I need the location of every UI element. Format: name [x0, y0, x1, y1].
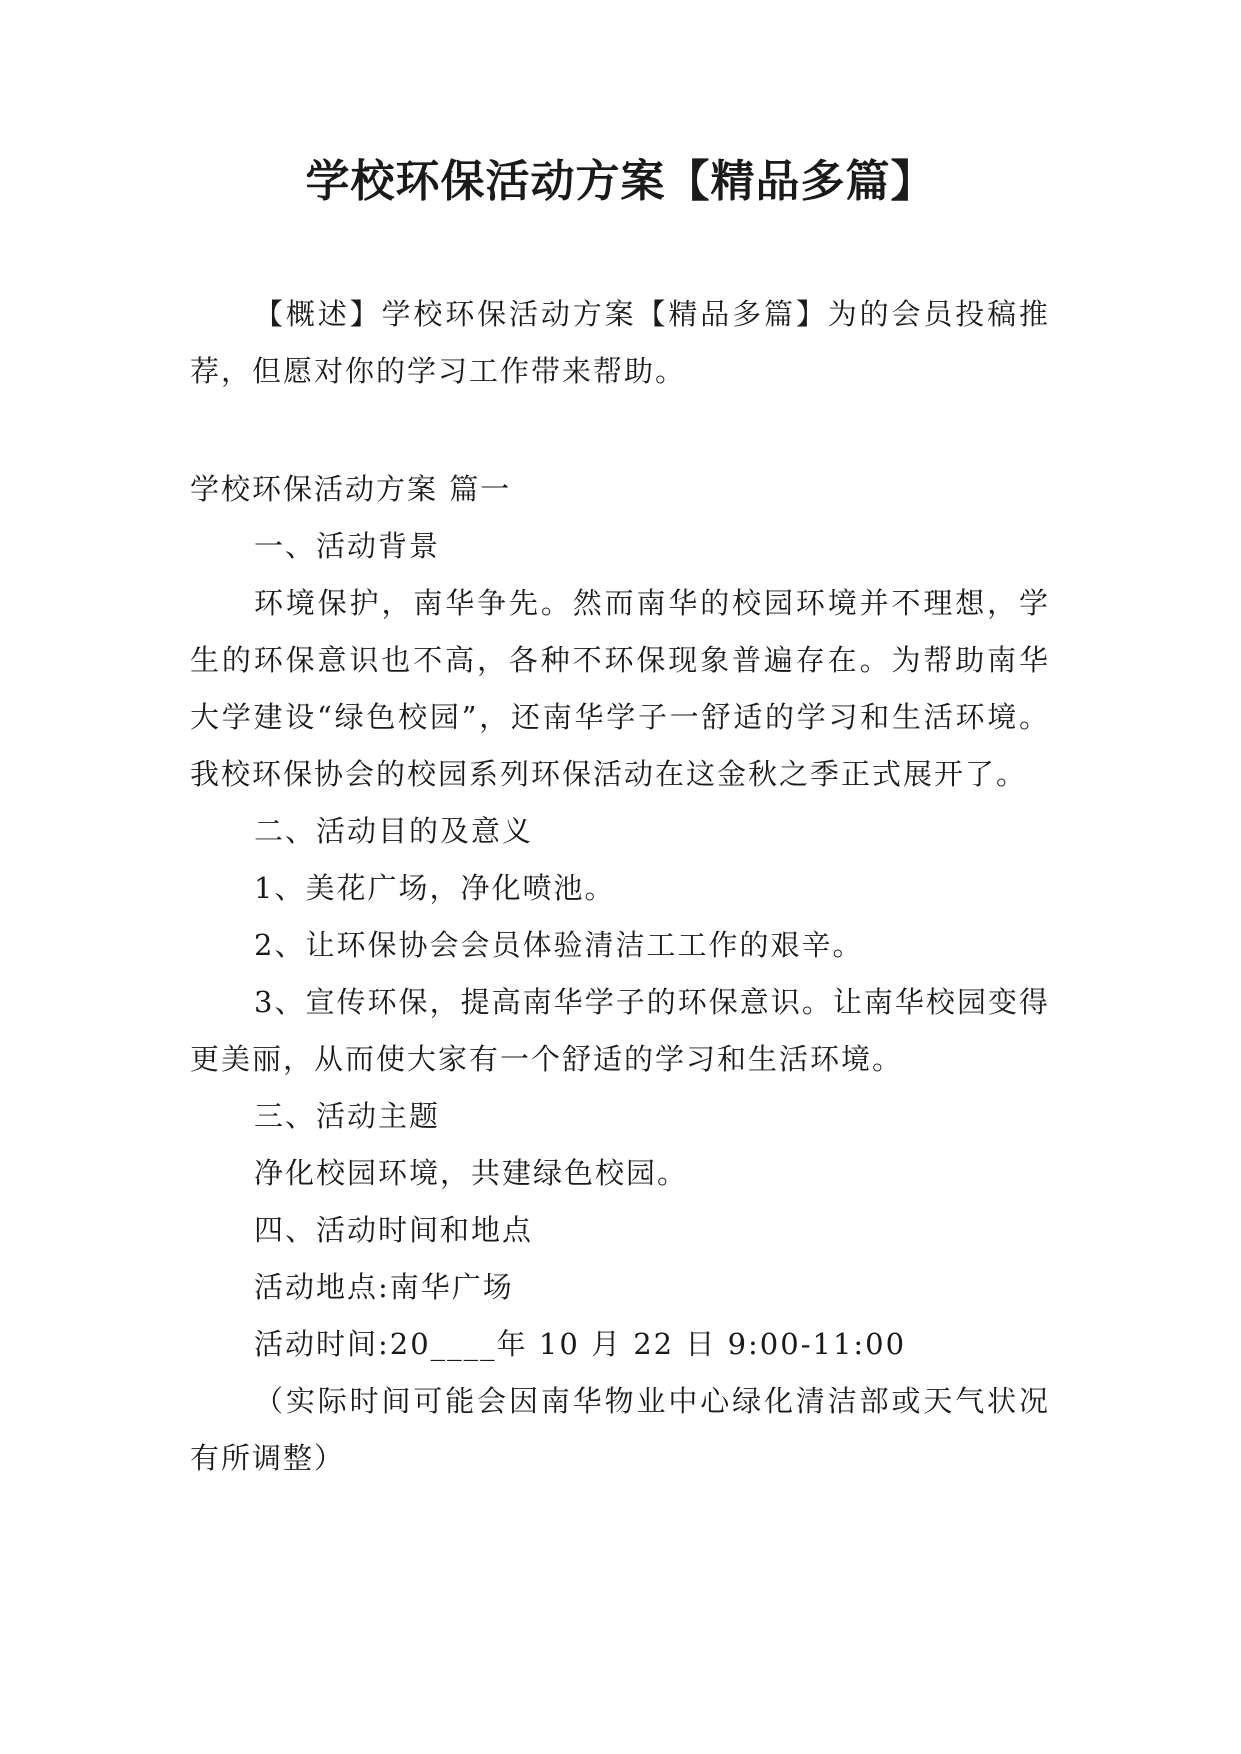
purpose-item-2: 2、让环保协会会员体验清洁工工作的艰辛。	[254, 928, 864, 962]
paragraph-theme: 净化校园环境，共建绿色校园。	[254, 1156, 689, 1190]
summary-paragraph: 【概述】学校环保活动方案【精品多篇】为的会员投稿推荐，但愿对你的学习工作带来帮助。	[190, 297, 1050, 388]
summary-block	[190, 286, 1050, 400]
paragraph-place: 活动地点:南华广场	[254, 1270, 514, 1304]
heading-activity-background: 一、活动背景	[254, 529, 441, 563]
content-block	[190, 461, 1050, 1487]
paragraph-background: 环境保护，南华争先。然而南华的校园环境并不理想，学生的环保意识也不高，各种不环保现象普遍存在。为帮助南华大学建设“绿色校园”，还南华学子一舒适的学习和生活环境。我校环保协会的校园系列环保活动在这金秋之季正式展开了。	[190, 586, 1050, 791]
heading-purpose: 二、活动目的及意义	[254, 814, 534, 848]
heading-time-place: 四、活动时间和地点	[254, 1213, 534, 1247]
section-heading: 学校环保活动方案 篇一	[190, 472, 512, 506]
purpose-item-1: 1、美花广场，净化喷池。	[254, 871, 616, 905]
document-title: 学校环保活动方案【精品多篇】	[305, 156, 936, 207]
paragraph-note: （实际时间可能会因南华物业中心绿化清洁部或天气状况有所调整）	[190, 1384, 1050, 1475]
heading-theme: 三、活动主题	[254, 1099, 441, 1133]
purpose-item-3: 3、宣传环保，提高南华学子的环保意识。让南华校园变得更美丽，从而使大家有一个舒适的学习和生活环境。	[190, 985, 1050, 1076]
paragraph-time: 活动时间:20____年 10 月 22 日 9:00-11:00	[254, 1327, 907, 1361]
